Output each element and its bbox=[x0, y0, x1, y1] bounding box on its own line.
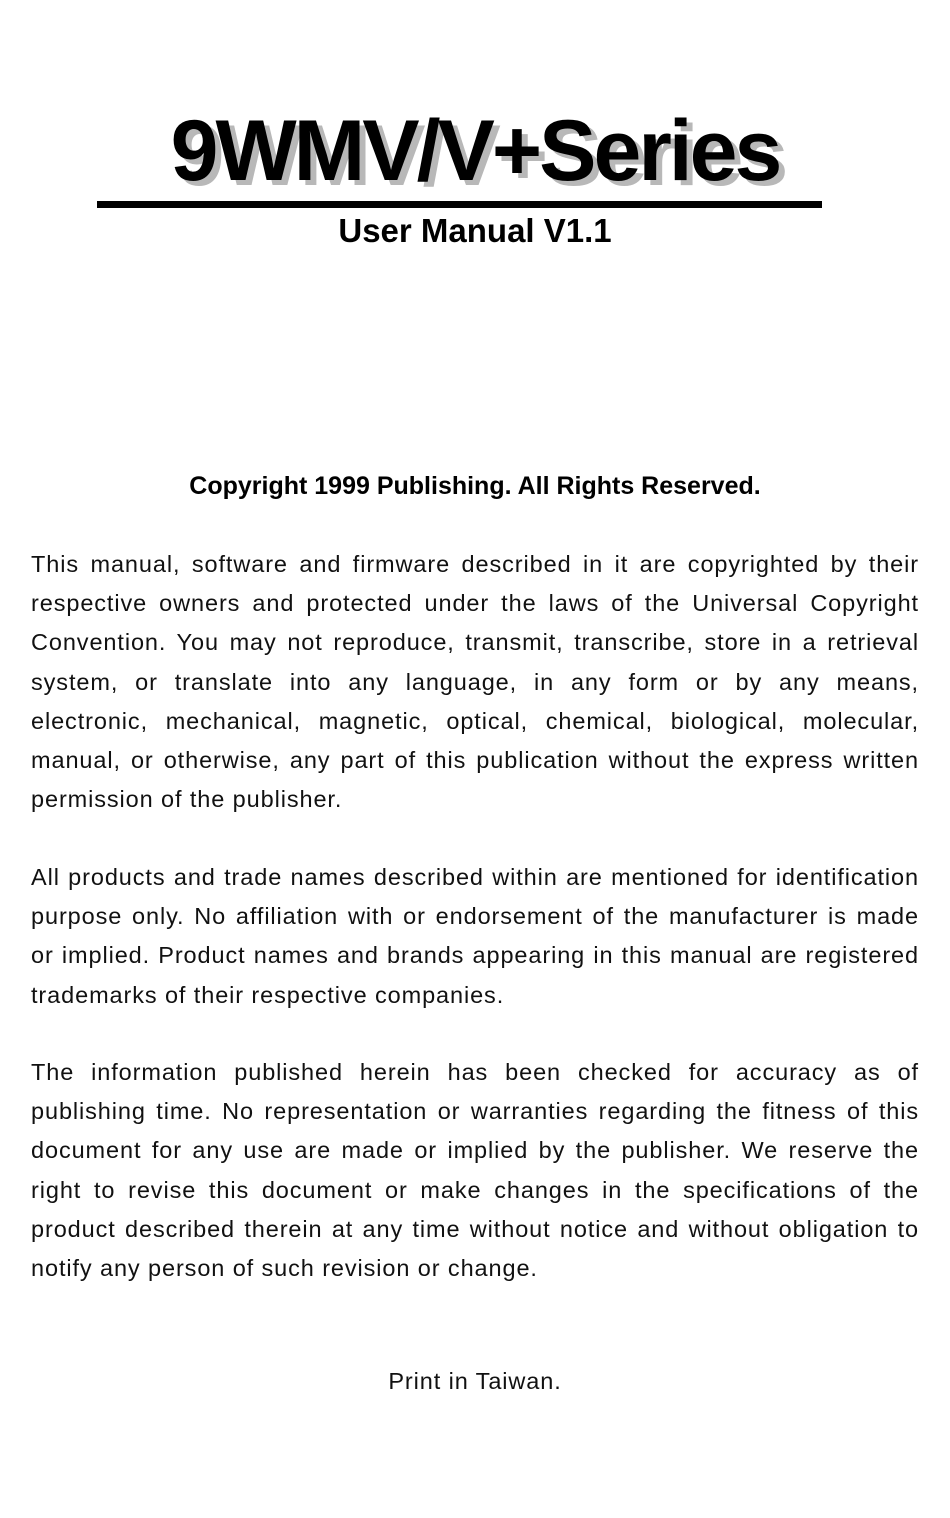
document-subtitle: User Manual V1.1 bbox=[338, 212, 612, 249]
title-divider bbox=[97, 201, 822, 208]
copyright-heading: Copyright 1999 Publishing. All Rights Reserved. bbox=[189, 472, 761, 500]
document-title: 9WMV/V+Series bbox=[170, 103, 780, 199]
paragraph-trademarks: All products and trade names described within are mentioned for identification purpose only. No affiliation with or endorsement of the manufacturer is made or implied. Product names and brands appearing in this manual are registered trademarks of their respective companies. bbox=[31, 864, 919, 1008]
paragraph-disclaimer: The information published herein has been checked for accuracy as of publishing time. No representation or warranties regarding the fitness of this document for any use are made or implied by the publisher. We reserve the right to revise this document or make changes in the specifications of the product described therein at any time without notice and without obligation to notify any person of such revision or change. bbox=[31, 1059, 919, 1282]
print-location: Print in Taiwan. bbox=[388, 1368, 562, 1394]
paragraph-copyright-notice: This manual, software and firmware described in it are copyrighted by their respective owners and protected under the laws of the Universal Copyright Convention. You may not reproduce, transmit, transcribe, store in a retrieval system, or translate into any language, in any form or by any means, electronic, mechanical, magnetic, optical, chemical, biological, molecular, manual, or otherwise, any part of this publication without the express written permission of the publisher. bbox=[31, 551, 919, 813]
